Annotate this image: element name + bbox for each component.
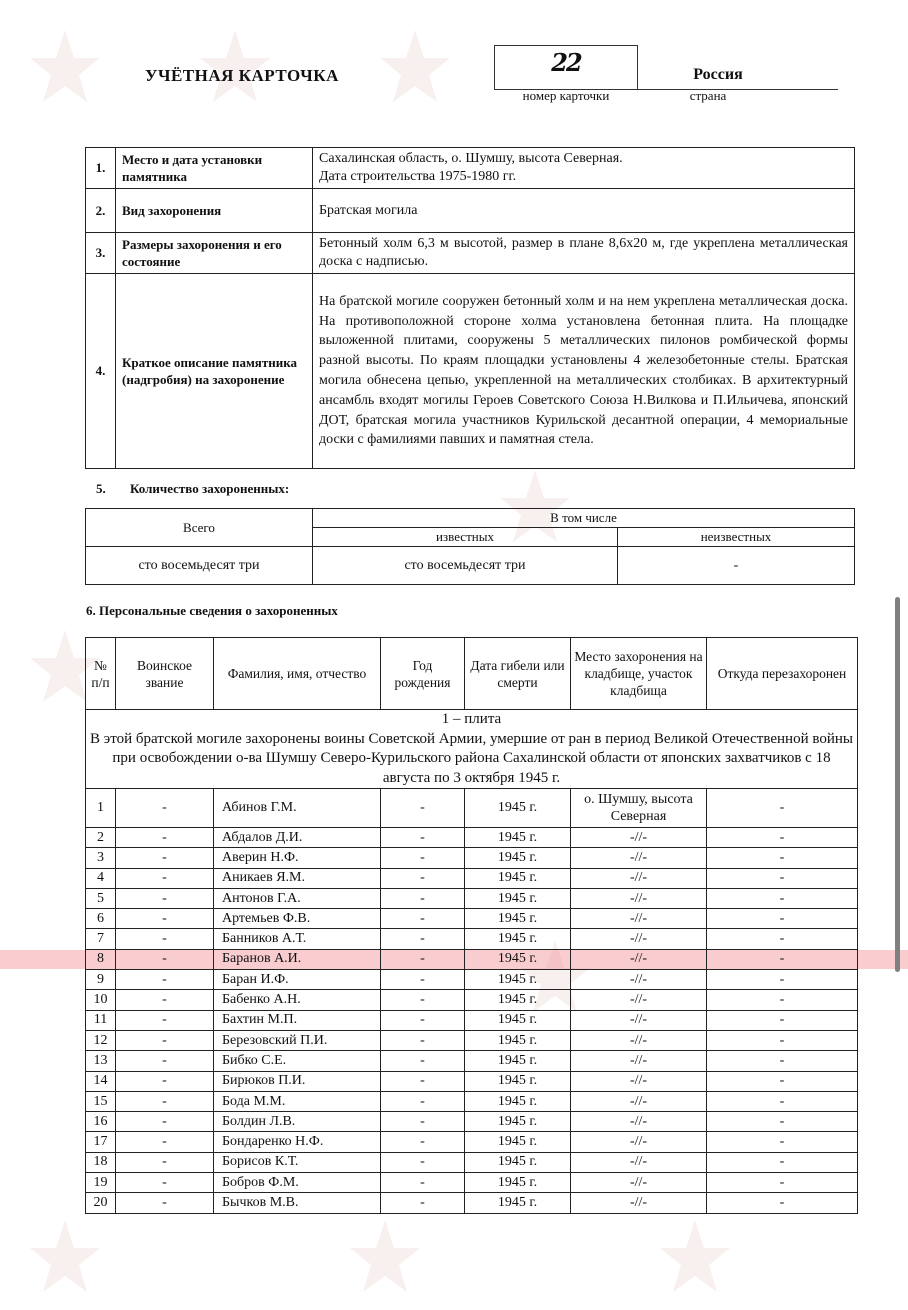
row-died: 1945 г. <box>465 970 571 990</box>
row-born: - <box>381 1010 465 1030</box>
document-title: УЧЁТНАЯ КАРТОЧКА <box>145 66 339 85</box>
row-rank: - <box>116 848 214 868</box>
row-num: 3 <box>86 848 116 868</box>
row-name: Бахтин М.П. <box>214 1010 381 1030</box>
row-num: 2 <box>86 828 116 848</box>
plate-cell <box>86 710 858 789</box>
row-rank: - <box>116 1112 214 1132</box>
table-row <box>86 1051 858 1071</box>
table-row <box>86 949 858 969</box>
row-from: - <box>707 1010 858 1030</box>
card-number-label: номер карточки <box>522 88 610 103</box>
info-row <box>86 274 855 469</box>
table-row <box>86 888 858 908</box>
info-row <box>86 233 855 274</box>
row-place: -//- <box>571 1132 707 1152</box>
col-header-born: Год рождения <box>381 638 465 710</box>
row-died: 1945 г. <box>465 848 571 868</box>
row-num: 1 <box>86 789 116 828</box>
row-from: - <box>707 970 858 990</box>
row-died: 1945 г. <box>465 1071 571 1091</box>
section-5-heading: 5. Количество захороненных: <box>96 481 290 496</box>
row-born: - <box>381 1152 465 1172</box>
row-place: -//- <box>571 949 707 969</box>
row-born: - <box>381 888 465 908</box>
row-num: 5 <box>86 888 116 908</box>
country-label: страна <box>689 88 727 103</box>
row-born: - <box>381 929 465 949</box>
col-header-died: Дата гибели или смерти <box>465 638 571 710</box>
row-from: - <box>707 828 858 848</box>
info-num: 2. <box>86 189 116 233</box>
row-num: 4 <box>86 868 116 888</box>
info-row <box>86 189 855 233</box>
total-header: Всего <box>86 509 313 547</box>
row-from: - <box>707 1193 858 1213</box>
table-row <box>86 929 858 949</box>
info-label: Вид захоронения <box>116 189 313 233</box>
row-born: - <box>381 1193 465 1213</box>
row-rank: - <box>116 1010 214 1030</box>
row-num: 16 <box>86 1112 116 1132</box>
row-from: - <box>707 1173 858 1193</box>
row-born: - <box>381 1051 465 1071</box>
row-place: -//- <box>571 1071 707 1091</box>
col-header-rank: Воинское звание <box>116 638 214 710</box>
row-born: - <box>381 990 465 1010</box>
row-num: 15 <box>86 1091 116 1111</box>
table-row <box>86 868 858 888</box>
row-from: - <box>707 868 858 888</box>
col-header-from: Откуда перезахоронен <box>707 638 858 710</box>
row-num: 7 <box>86 929 116 949</box>
table-row <box>86 1132 858 1152</box>
row-name: Абинов Г.М. <box>214 789 381 828</box>
row-num: 18 <box>86 1152 116 1172</box>
row-died: 1945 г. <box>465 990 571 1010</box>
col-header-place: Место захоронения на кладбище, участок кладбища <box>571 638 707 710</box>
row-died: 1945 г. <box>465 949 571 969</box>
row-name: Бирюков П.И. <box>214 1071 381 1091</box>
row-from: - <box>707 1132 858 1152</box>
row-from: - <box>707 1030 858 1050</box>
info-label: Размеры захоронения и его состояние <box>116 233 313 274</box>
row-name: Болдин Л.В. <box>214 1112 381 1132</box>
row-died: 1945 г. <box>465 888 571 908</box>
table-row <box>86 970 858 990</box>
row-name: Бабенко А.Н. <box>214 990 381 1010</box>
row-from: - <box>707 929 858 949</box>
row-born: - <box>381 1071 465 1091</box>
row-from: - <box>707 949 858 969</box>
row-place: -//- <box>571 1193 707 1213</box>
including-header: В том числе <box>313 509 855 528</box>
info-value <box>313 148 855 189</box>
row-num: 20 <box>86 1193 116 1213</box>
row-died: 1945 г. <box>465 1132 571 1152</box>
star-watermark-icon <box>380 30 450 120</box>
star-watermark-icon <box>30 30 100 120</box>
row-from: - <box>707 1071 858 1091</box>
info-row <box>86 148 855 189</box>
col-header-name: Фамилия, имя, отчество <box>214 638 381 710</box>
row-rank: - <box>116 990 214 1010</box>
row-rank: - <box>116 949 214 969</box>
row-from: - <box>707 1091 858 1111</box>
count-header-row <box>86 509 855 528</box>
row-died: 1945 г. <box>465 1051 571 1071</box>
table-row <box>86 828 858 848</box>
row-name: Антонов Г.А. <box>214 888 381 908</box>
section-6-heading: 6. Персональные сведения о захороненных <box>86 603 338 618</box>
row-born: - <box>381 970 465 990</box>
row-rank: - <box>116 909 214 929</box>
row-born: - <box>381 949 465 969</box>
row-from: - <box>707 888 858 908</box>
plate-row <box>86 710 858 789</box>
row-num: 17 <box>86 1132 116 1152</box>
table-row <box>86 848 858 868</box>
row-rank: - <box>116 1091 214 1111</box>
row-num: 14 <box>86 1071 116 1091</box>
row-place: -//- <box>571 1051 707 1071</box>
star-watermark-icon <box>660 1220 730 1310</box>
known-value: сто восемьдесят три <box>313 547 618 585</box>
info-label: Краткое описание памятника (надгробия) на захоронение <box>116 274 313 469</box>
row-name: Абдалов Д.И. <box>214 828 381 848</box>
count-values-row <box>86 547 855 585</box>
row-from: - <box>707 1152 858 1172</box>
persons-header-row <box>86 638 858 710</box>
row-born: - <box>381 868 465 888</box>
row-born: - <box>381 789 465 828</box>
table-row <box>86 1071 858 1091</box>
col-header-num: № п/п <box>86 638 116 710</box>
row-from: - <box>707 1051 858 1071</box>
row-rank: - <box>116 1132 214 1152</box>
row-place: -//- <box>571 1030 707 1050</box>
row-died: 1945 г. <box>465 1193 571 1213</box>
unknown-header: неизвестных <box>618 528 855 547</box>
known-header: известных <box>313 528 618 547</box>
row-born: - <box>381 848 465 868</box>
row-died: 1945 г. <box>465 1112 571 1132</box>
row-name: Бондаренко Н.Ф. <box>214 1132 381 1152</box>
row-place: -//- <box>571 990 707 1010</box>
row-name: Березовский П.И. <box>214 1030 381 1050</box>
row-place: -//- <box>571 970 707 990</box>
table-row <box>86 1112 858 1132</box>
info-label: Место и дата установки памятника <box>116 148 313 189</box>
table-row <box>86 1152 858 1172</box>
row-rank: - <box>116 828 214 848</box>
row-place: -//- <box>571 929 707 949</box>
row-born: - <box>381 909 465 929</box>
row-name: Борисов К.Т. <box>214 1152 381 1172</box>
row-rank: - <box>116 929 214 949</box>
row-died: 1945 г. <box>465 909 571 929</box>
row-rank: - <box>116 868 214 888</box>
monument-info-table <box>85 147 855 469</box>
row-rank: - <box>116 1152 214 1172</box>
table-row <box>86 1091 858 1111</box>
row-name: Баран И.Ф. <box>214 970 381 990</box>
row-place: -//- <box>571 1173 707 1193</box>
row-died: 1945 г. <box>465 929 571 949</box>
row-rank: - <box>116 888 214 908</box>
row-died: 1945 г. <box>465 1030 571 1050</box>
row-rank: - <box>116 1030 214 1050</box>
row-rank: - <box>116 1193 214 1213</box>
row-rank: - <box>116 1051 214 1071</box>
row-num: 10 <box>86 990 116 1010</box>
table-row <box>86 990 858 1010</box>
row-died: 1945 г. <box>465 789 571 828</box>
table-row <box>86 1193 858 1213</box>
card-number: 22 <box>551 48 581 77</box>
row-name: Аверин Н.Ф. <box>214 848 381 868</box>
table-row <box>86 1010 858 1030</box>
row-num: 13 <box>86 1051 116 1071</box>
row-place: -//- <box>571 828 707 848</box>
row-num: 6 <box>86 909 116 929</box>
row-place: -//- <box>571 888 707 908</box>
row-died: 1945 г. <box>465 1010 571 1030</box>
row-name: Баранов А.И. <box>214 949 381 969</box>
info-num: 4. <box>86 274 116 469</box>
info-value: Братская могила <box>313 189 855 233</box>
row-name: Банников А.Т. <box>214 929 381 949</box>
row-born: - <box>381 1112 465 1132</box>
row-name: Артемьев Ф.В. <box>214 909 381 929</box>
row-num: 8 <box>86 949 116 969</box>
row-num: 11 <box>86 1010 116 1030</box>
row-born: - <box>381 828 465 848</box>
row-from: - <box>707 848 858 868</box>
row-place: -//- <box>571 1152 707 1172</box>
info-value: Бетонный холм 6,3 м высотой, размер в плане 8,6х20 м, где укреплена металлическая доска с надписью. <box>313 233 855 274</box>
row-num: 19 <box>86 1173 116 1193</box>
row-name: Бобров Ф.М. <box>214 1173 381 1193</box>
row-from: - <box>707 909 858 929</box>
table-row <box>86 789 858 828</box>
row-born: - <box>381 1091 465 1111</box>
persons-rows <box>86 789 858 1214</box>
row-rank: - <box>116 1173 214 1193</box>
row-name: Бычков М.В. <box>214 1193 381 1213</box>
row-rank: - <box>116 1071 214 1091</box>
row-from: - <box>707 789 858 828</box>
row-rank: - <box>116 970 214 990</box>
total-value: сто восемьдесят три <box>86 547 313 585</box>
row-died: 1945 г. <box>465 1173 571 1193</box>
row-place: -//- <box>571 868 707 888</box>
row-died: 1945 г. <box>465 1091 571 1111</box>
scrollbar[interactable] <box>895 597 900 972</box>
table-row <box>86 909 858 929</box>
row-num: 9 <box>86 970 116 990</box>
info-num: 1. <box>86 148 116 189</box>
row-place: о. Шумшу, высота Северная <box>571 789 707 828</box>
row-name: Бода М.М. <box>214 1091 381 1111</box>
plate-text: В этой братской могиле захоронены воины Советской Армии, умершие от ран в период Великой Отечественной войны при освобождении о-ва Шумшу Северо-Курильского района Сахалинской области от японских захватчиков с 18 августа по 3 октября 1945 г. <box>90 730 853 786</box>
persons-table <box>85 637 858 1214</box>
row-died: 1945 г. <box>465 1152 571 1172</box>
row-place: -//- <box>571 1112 707 1132</box>
star-watermark-icon <box>350 1220 420 1310</box>
row-num: 12 <box>86 1030 116 1050</box>
row-from: - <box>707 1112 858 1132</box>
row-place: -//- <box>571 1010 707 1030</box>
row-name: Бибко С.Е. <box>214 1051 381 1071</box>
row-from: - <box>707 990 858 1010</box>
info-num: 3. <box>86 233 116 274</box>
row-rank: - <box>116 789 214 828</box>
info-value-line: Сахалинская область, о. Шумшу, высота Северная. <box>319 151 623 166</box>
row-born: - <box>381 1030 465 1050</box>
row-place: -//- <box>571 909 707 929</box>
burial-count-table <box>85 508 855 585</box>
info-value: На братской могиле сооружен бетонный холм и на нем укреплена металлическая доска. На противоположной стороне холма установлена бетонная плита. На площадке выложенной плитами, сооружены 5 металлических пилонов ромбической формы разной высоты. По краям площадки установлены 4 железобетонные стелы. Братская могила обнесена цепью, укрепленной на металлических столбиках. В архитектурный ансамбль входят могилы Героев Советского Союза Н.Вилкова и П.Ильичева, японский ДОТ, братская могила участников Курильской десантной операции, 4 мемориальные доски с фамилиями павших и памятная стела. <box>313 274 855 469</box>
star-watermark-icon <box>30 1220 100 1310</box>
row-born: - <box>381 1132 465 1152</box>
row-name: Аникаев Я.М. <box>214 868 381 888</box>
unknown-value: - <box>618 547 855 585</box>
row-place: -//- <box>571 848 707 868</box>
info-value-line: Дата строительства 1975-1980 гг. <box>319 169 517 184</box>
plate-title: 1 – плита <box>441 711 502 727</box>
row-died: 1945 г. <box>465 868 571 888</box>
country-value: Россия <box>693 66 743 83</box>
row-born: - <box>381 1173 465 1193</box>
table-row <box>86 1173 858 1193</box>
row-place: -//- <box>571 1091 707 1111</box>
table-row <box>86 1030 858 1050</box>
row-died: 1945 г. <box>465 828 571 848</box>
